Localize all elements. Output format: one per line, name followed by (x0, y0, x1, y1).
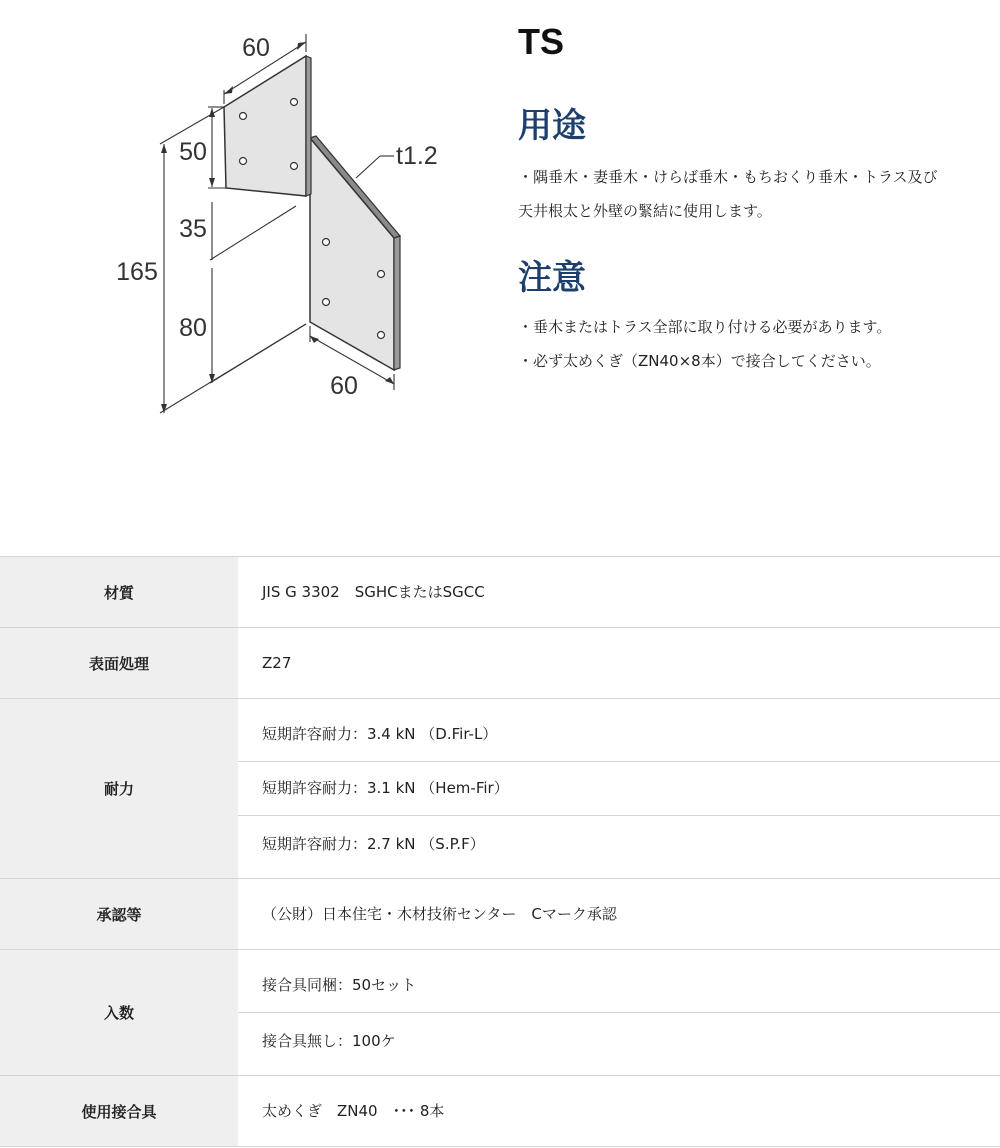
note-item: ・垂木またはトラス全部に取り付ける必要があります。 (518, 318, 892, 336)
spec-row-quantity (0, 950, 1000, 1076)
dim-upper-height: 50 (179, 138, 207, 166)
use-item: 天井根太と外壁の緊結に使用します。 (518, 202, 772, 220)
upper-plate-edge (306, 56, 311, 196)
spec-value: 短期許容耐力：3.4 kN （D.Fir-L） (238, 699, 1000, 762)
dim-lower-height: 80 (179, 314, 207, 342)
dim-total-height: 165 (116, 258, 158, 286)
spec-value: Z27 (262, 654, 292, 672)
lower-plate-edge (394, 236, 400, 370)
spec-table (0, 556, 1000, 1147)
spec-row-approval (0, 879, 1000, 950)
upper-plate (224, 56, 306, 196)
spec-label: 材質 (0, 557, 238, 628)
use-list (518, 160, 988, 228)
spec-label: 承認等 (0, 879, 238, 950)
product-drawing (100, 20, 480, 440)
spec-label: 耐力 (0, 699, 238, 879)
dim-bottom-width: 60 (330, 372, 358, 400)
spec-row-strength (0, 699, 1000, 879)
spec-row-material (0, 557, 1000, 628)
spec-value: 接合具無し：100ケ (262, 1032, 396, 1050)
spec-label: 入数 (0, 950, 238, 1076)
dim-gap: 35 (179, 215, 207, 243)
note-item: ・必ず太めくぎ（ZN40×8本）で接合してください。 (518, 352, 881, 370)
note-list (518, 310, 988, 378)
spec-label: 表面処理 (0, 628, 238, 699)
spec-value: JIS G 3302 SGHCまたはSGCC (262, 583, 485, 601)
use-item: ・隅垂木・妻垂木・けらば垂木・もちおくり垂木・トラス及び (518, 168, 938, 186)
spec-value: 接合具同梱：50セット (238, 950, 1000, 1013)
use-heading: 用途 (518, 106, 586, 146)
spec-value: （公財）日本住宅・木材技術センター Cマーク承認 (262, 905, 617, 923)
product-title: TS (518, 21, 565, 62)
spec-row-fastener (0, 1076, 1000, 1147)
spec-label: 使用接合具 (0, 1076, 238, 1147)
spec-row-surface (0, 628, 1000, 699)
note-heading: 注意 (518, 258, 586, 298)
spec-value: 短期許容耐力：2.7 kN （S.P.F） (262, 835, 485, 853)
spec-value: 短期許容耐力：3.1 kN （Hem-Fir） (238, 762, 1000, 816)
spec-value: 太めくぎ ZN40 ･･･ 8本 (262, 1102, 445, 1120)
product-info (518, 20, 988, 378)
dim-thickness: t1.2 (396, 142, 438, 170)
dim-top-width: 60 (242, 34, 270, 62)
bracket-diagram (100, 20, 480, 440)
